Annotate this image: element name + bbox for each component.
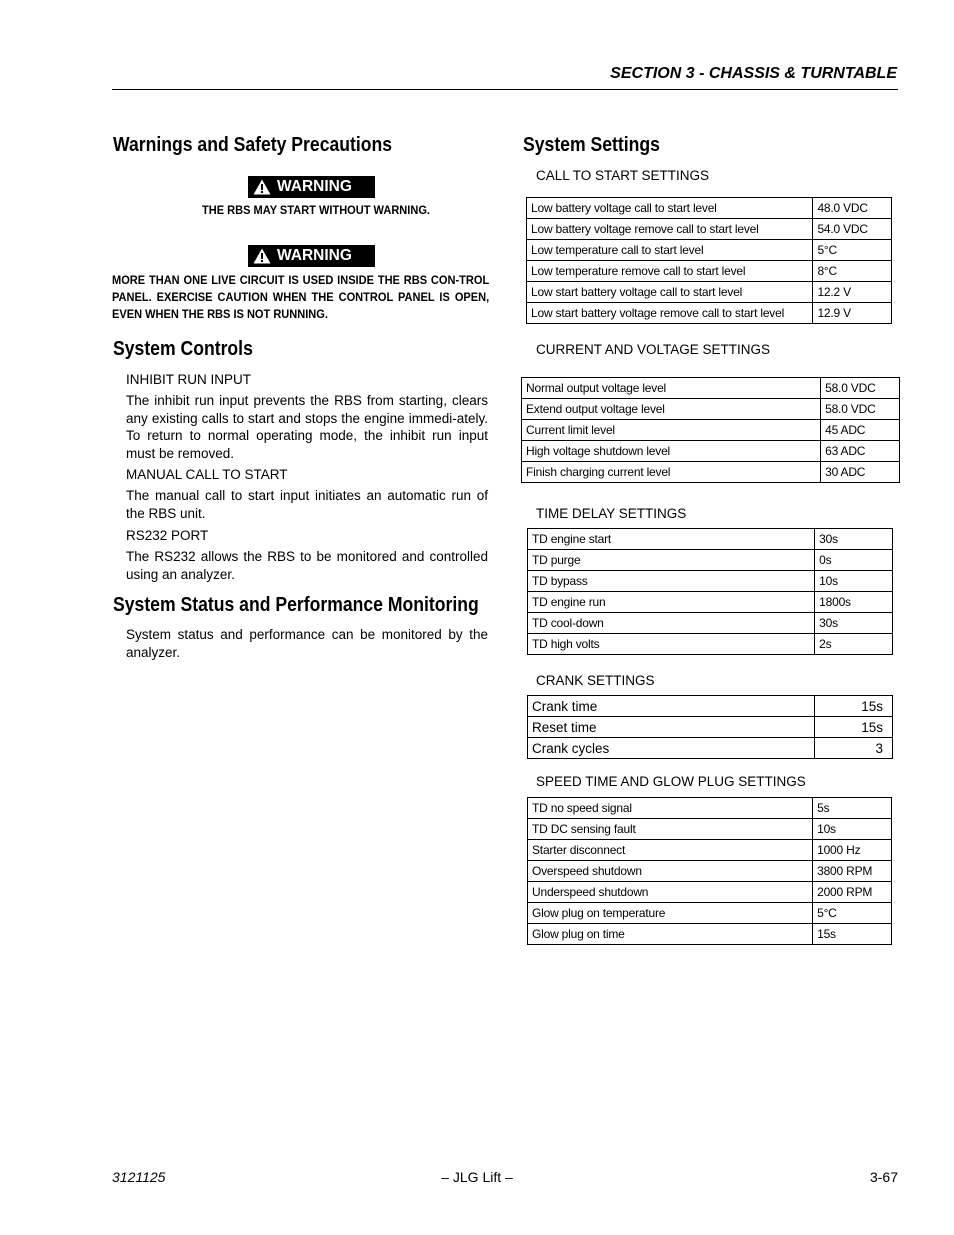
setting-value: 30s [815, 529, 893, 550]
setting-value: 48.0 VDC [813, 198, 892, 219]
setting-name: Low start battery voltage remove call to start level [527, 303, 813, 324]
speed-glow-table [527, 797, 892, 945]
system-controls-heading: System Controls [113, 338, 253, 360]
setting-name: Low start battery voltage call to start level [527, 282, 813, 303]
inhibit-label: INHIBIT RUN INPUT [126, 372, 252, 387]
setting-name: Overspeed shutdown [528, 861, 813, 882]
table-row [522, 420, 900, 441]
setting-name: TD engine start [528, 529, 815, 550]
setting-value: 2000 RPM [813, 882, 892, 903]
speed-glow-label: SPEED TIME AND GLOW PLUG SETTINGS [536, 774, 806, 789]
setting-value: 58.0 VDC [821, 378, 900, 399]
setting-value: 3 [815, 738, 893, 759]
setting-name: Normal output voltage level [522, 378, 821, 399]
time-delay-label: TIME DELAY SETTINGS [536, 506, 687, 521]
setting-value: 8°C [813, 261, 892, 282]
setting-name: Underspeed shutdown [528, 882, 813, 903]
setting-value: 12.9 V [813, 303, 892, 324]
status-heading: System Status and Performance Monitoring [113, 594, 479, 616]
setting-value: 15s [815, 717, 893, 738]
setting-value: 5°C [813, 903, 892, 924]
table-row [528, 696, 893, 717]
setting-name: Glow plug on time [528, 924, 813, 945]
warning-triangle-icon [253, 248, 271, 264]
warning-label: WARNING [277, 178, 352, 195]
manual-label: MANUAL CALL TO START [126, 467, 288, 482]
setting-name: Crank cycles [528, 738, 815, 759]
setting-name: TD cool-down [528, 613, 815, 634]
setting-value: 45 ADC [821, 420, 900, 441]
call-to-start-table [526, 197, 892, 324]
table-row [528, 924, 892, 945]
table-row [528, 840, 892, 861]
setting-name: Low battery voltage remove call to start level [527, 219, 813, 240]
table-row [522, 378, 900, 399]
table-row [528, 861, 892, 882]
rs232-text: The RS232 allows the RBS to be monitored and controlled using an analyzer. [126, 549, 488, 582]
table-row [528, 529, 893, 550]
warning-badge-1 [248, 176, 375, 198]
warning-label: WARNING [277, 247, 352, 264]
warning-triangle-icon [253, 179, 271, 195]
setting-value: 2s [815, 634, 893, 655]
warning-badge-2 [248, 245, 375, 267]
header-rule [112, 89, 898, 90]
setting-name: TD no speed signal [528, 798, 813, 819]
table-row [527, 219, 892, 240]
table-row [522, 462, 900, 483]
setting-name: Finish charging current level [522, 462, 821, 483]
time-delay-table [527, 528, 893, 655]
setting-name: Crank time [528, 696, 815, 717]
setting-value: 58.0 VDC [821, 399, 900, 420]
table-row [527, 198, 892, 219]
doc-number: 3121125 [112, 1169, 166, 1185]
setting-name: High voltage shutdown level [522, 441, 821, 462]
table-row [528, 798, 892, 819]
setting-value: 0s [815, 550, 893, 571]
table-row [528, 738, 893, 759]
setting-value: 12.2 V [813, 282, 892, 303]
setting-name: TD DC sensing fault [528, 819, 813, 840]
setting-name: Extend output voltage level [522, 399, 821, 420]
setting-name: TD purge [528, 550, 815, 571]
current-voltage-label: CURRENT AND VOLTAGE SETTINGS [536, 342, 771, 357]
status-text: System status and performance can be monitored by the analyzer. [126, 627, 488, 660]
table-row [528, 571, 893, 592]
setting-name: TD engine run [528, 592, 815, 613]
setting-name: Low temperature remove call to start level [527, 261, 813, 282]
setting-name: Glow plug on temperature [528, 903, 813, 924]
table-row [528, 882, 892, 903]
table-row [528, 717, 893, 738]
setting-value: 30 ADC [821, 462, 900, 483]
setting-value: 54.0 VDC [813, 219, 892, 240]
setting-value: 15s [813, 924, 892, 945]
setting-name: TD high volts [528, 634, 815, 655]
table-row [522, 399, 900, 420]
setting-value: 15s [815, 696, 893, 717]
table-row [528, 903, 892, 924]
setting-value: 5°C [813, 240, 892, 261]
warning-1-text: THE RBS MAY START WITHOUT WARNING. [202, 203, 430, 217]
table-row [528, 592, 893, 613]
setting-name: Starter disconnect [528, 840, 813, 861]
setting-value: 1800s [815, 592, 893, 613]
setting-name: Reset time [528, 717, 815, 738]
table-row [527, 240, 892, 261]
rs232-label: RS232 PORT [126, 528, 209, 543]
setting-value: 30s [815, 613, 893, 634]
table-row [527, 303, 892, 324]
system-settings-heading: System Settings [523, 134, 660, 156]
table-row [527, 261, 892, 282]
setting-name: Low temperature call to start level [527, 240, 813, 261]
setting-name: TD bypass [528, 571, 815, 592]
section-header: SECTION 3 - CHASSIS & TURNTABLE [610, 65, 897, 82]
setting-name: Current limit level [522, 420, 821, 441]
inhibit-text: The inhibit run input prevents the RBS from starting, clears any existing calls to start and stops the engine immedi-ately. To return to normal operating mode, the inhibit run input must be removed. [126, 393, 488, 461]
table-row [528, 613, 893, 634]
crank-label: CRANK SETTINGS [536, 673, 655, 688]
setting-value: 5s [813, 798, 892, 819]
table-row [527, 282, 892, 303]
setting-value: 10s [813, 819, 892, 840]
manual-text: The manual call to start input initiates an automatic run of the RBS unit. [126, 488, 488, 521]
crank-table [527, 695, 893, 759]
table-row [522, 441, 900, 462]
warnings-heading: Warnings and Safety Precautions [113, 134, 393, 156]
footer-center: – JLG Lift – [441, 1169, 513, 1185]
setting-value: 3800 RPM [813, 861, 892, 882]
warning-2-text: MORE THAN ONE LIVE CIRCUIT IS USED INSIDE THE RBS CON-TROL PANEL. EXERCISE CAUTION WHEN THE CONTROL PANEL IS OPEN, EVEN WHEN THE RBS IS NOT RUNNING. [112, 273, 490, 321]
setting-value: 63 ADC [821, 441, 900, 462]
setting-value: 10s [815, 571, 893, 592]
setting-name: Low battery voltage call to start level [527, 198, 813, 219]
table-row [528, 550, 893, 571]
current-voltage-table [521, 377, 900, 483]
table-row [528, 634, 893, 655]
page-number: 3-67 [869, 1169, 898, 1185]
table-row [528, 819, 892, 840]
setting-value: 1000 Hz [813, 840, 892, 861]
call-to-start-label: CALL TO START SETTINGS [536, 168, 710, 183]
